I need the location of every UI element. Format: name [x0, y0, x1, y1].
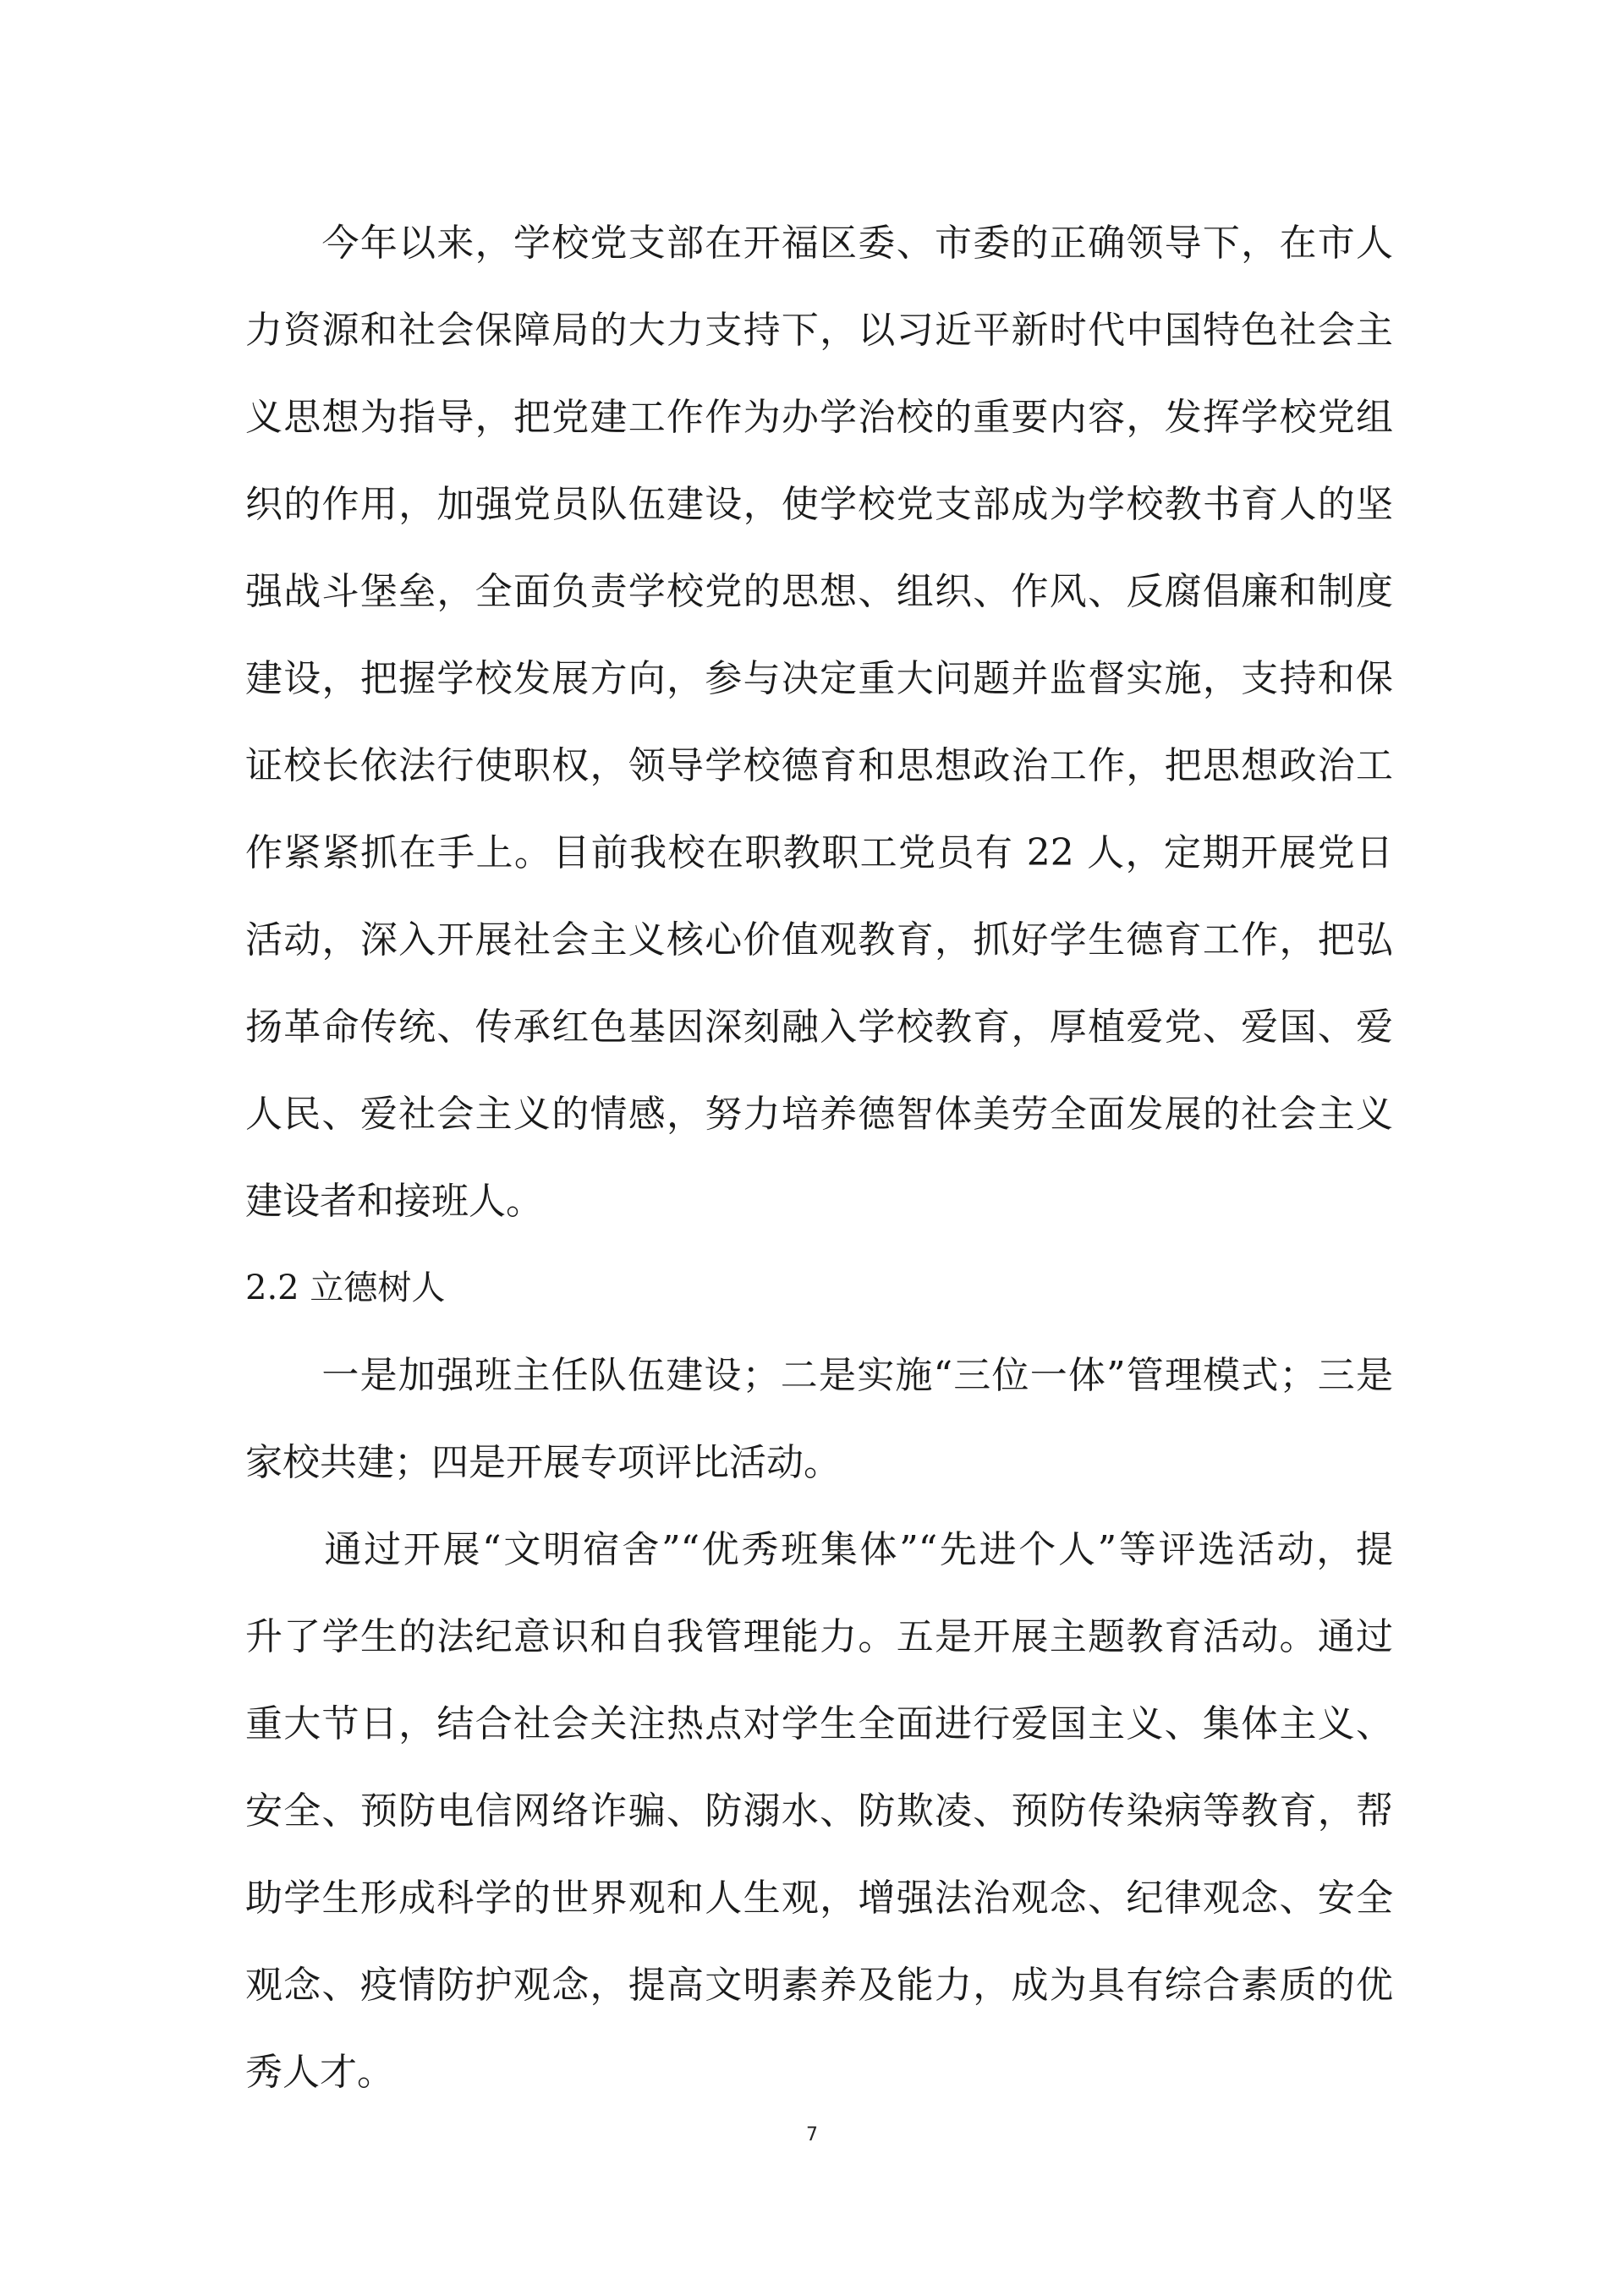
- text-line: 活动，深入开展社会主义核心价值观教育，抓好学生德育工作，把弘: [245, 918, 1393, 962]
- text-line: 建设，把握学校发展方向，参与决定重大问题并监督实施，支持和保: [245, 657, 1393, 700]
- text-line: 扬革命传统、传承红色基因深刻融入学校教育，厚植爱党、爱国、爱: [245, 1006, 1393, 1049]
- paragraph-2: [245, 1332, 1393, 1506]
- paragraph-3: [245, 1506, 1393, 2116]
- text-line: 今年以来，学校党支部在开福区委、市委的正确领导下，在市人: [245, 222, 1393, 265]
- text-line: 义思想为指导，把党建工作作为办学治校的重要内容，发挥学校党组: [245, 396, 1393, 439]
- text-line: 一是加强班主任队伍建设；二是实施“三位一体”管理模式；三是: [245, 1354, 1393, 1397]
- text-line: 安全、预防电信网络诈骗、防溺水、防欺凌、预防传染病等教育，帮: [245, 1789, 1393, 1833]
- text-line: 作紧紧抓在手上。目前我校在职教职工党员有 22 人，定期开展党日: [245, 831, 1393, 874]
- text-line: 通过开展“文明宿舍”“优秀班集体”“先进个人”等评选活动，提: [245, 1528, 1393, 1571]
- text-line: 助学生形成科学的世界观和人生观，增强法治观念、纪律观念、安全: [245, 1877, 1393, 1920]
- text-line: 人民、爱社会主义的情感，努力培养德智体美劳全面发展的社会主义: [245, 1093, 1393, 1136]
- text-line: 家校共建；四是开展专项评比活动。: [245, 1441, 841, 1484]
- paragraph-1: [245, 200, 1393, 1245]
- text-line: 秀人才。: [245, 2051, 394, 2094]
- text-line: 织的作用，加强党员队伍建设，使学校党支部成为学校教书育人的坚: [245, 483, 1393, 526]
- text-line: 力资源和社会保障局的大力支持下，以习近平新时代中国特色社会主: [245, 309, 1393, 352]
- text-line: 建设者和接班人。: [245, 1180, 543, 1223]
- text-line: 重大节日，结合社会关注热点对学生全面进行爱国主义、集体主义、: [245, 1702, 1393, 1745]
- text-line: 升了学生的法纪意识和自我管理能力。五是开展主题教育活动。通过: [245, 1615, 1393, 1658]
- section-heading: 2.2 立德树人: [245, 1269, 446, 1307]
- page-number: 7: [806, 2124, 818, 2145]
- body-text: [245, 200, 1393, 2116]
- text-line: 观念、疫情防护观念，提高文明素养及能力，成为具有综合素质的优: [245, 1964, 1393, 2007]
- text-line: 强战斗堡垒，全面负责学校党的思想、组织、作风、反腐倡廉和制度: [245, 570, 1393, 613]
- text-line: 证校长依法行使职权，领导学校德育和思想政治工作，把思想政治工: [245, 744, 1393, 787]
